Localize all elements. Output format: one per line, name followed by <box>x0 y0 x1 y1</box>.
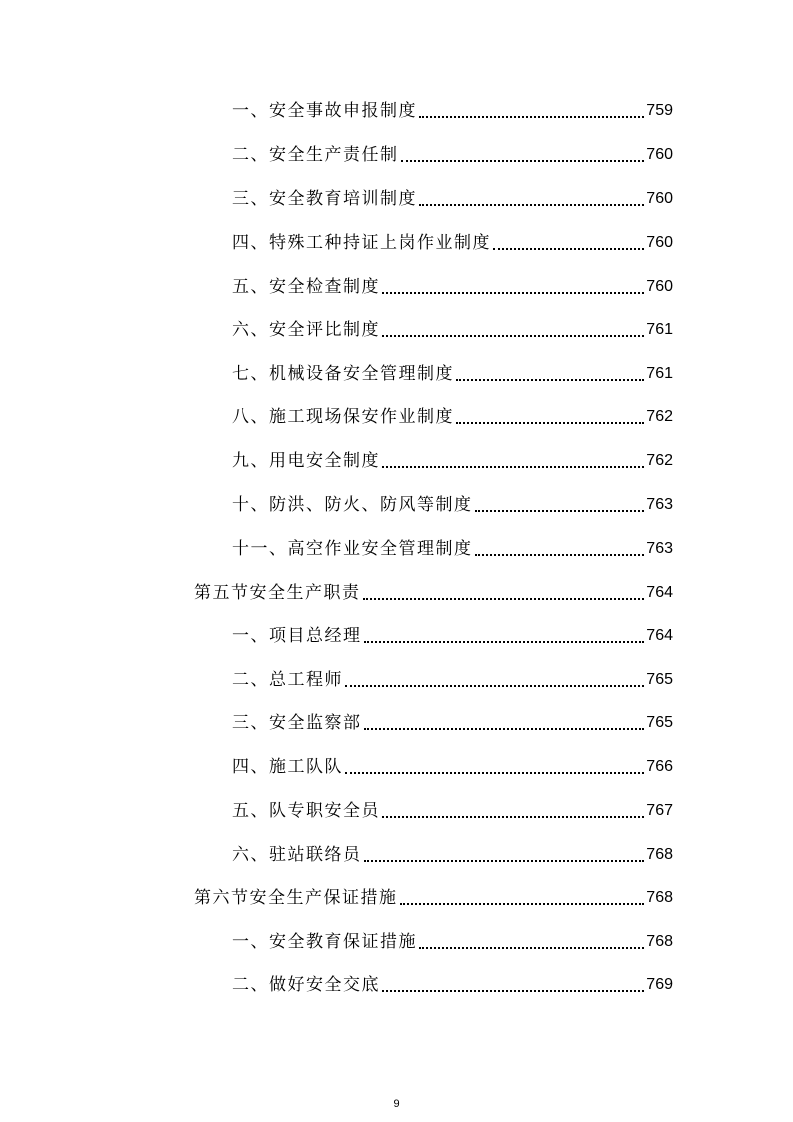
toc-entry-page: 760 <box>646 234 673 251</box>
toc-entry-page: 768 <box>646 933 673 950</box>
toc-entry[interactable] <box>232 400 673 428</box>
toc-entry[interactable] <box>232 138 673 166</box>
toc-section-entry[interactable] <box>194 881 673 909</box>
toc-dot-leader <box>364 720 645 730</box>
page-number: 9 <box>393 1098 400 1110</box>
toc-dot-leader <box>364 852 645 862</box>
toc-entry-page: 760 <box>646 190 673 207</box>
toc-entry[interactable] <box>232 706 673 734</box>
toc-entry-title: 八、施工现场保安作业制度 <box>232 407 454 427</box>
toc-dot-leader <box>400 895 645 905</box>
toc-entry-page: 762 <box>646 408 673 425</box>
toc-entry[interactable] <box>232 226 673 254</box>
toc-section-entry[interactable] <box>194 576 673 604</box>
toc-entry-title: 四、特殊工种持证上岗作业制度 <box>232 233 491 253</box>
toc-dot-leader <box>382 327 644 337</box>
toc-entry-title: 一、安全教育保证措施 <box>232 932 417 952</box>
toc-entry-page: 763 <box>646 540 673 557</box>
toc-entry-page: 768 <box>646 846 673 863</box>
toc-entry-title: 二、总工程师 <box>232 670 343 690</box>
toc-entry[interactable] <box>232 444 673 472</box>
toc-entry[interactable] <box>232 838 673 866</box>
toc-entry-title: 四、施工队队 <box>232 757 343 777</box>
toc-entry-page: 764 <box>646 627 673 644</box>
toc-entry-page: 761 <box>646 365 673 382</box>
toc-dot-leader <box>382 284 644 294</box>
toc-entry-page: 759 <box>646 102 673 119</box>
toc-entry-page: 764 <box>646 584 673 601</box>
toc-dot-leader <box>363 590 645 600</box>
toc-entry[interactable] <box>232 313 673 341</box>
toc-dot-leader <box>475 546 645 556</box>
toc-entry-page: 765 <box>646 714 673 731</box>
toc-dot-leader <box>345 677 644 687</box>
toc-dot-leader <box>382 458 644 468</box>
toc-dot-leader <box>382 808 644 818</box>
toc-entry-page: 766 <box>646 758 673 775</box>
toc-entry-page: 763 <box>646 496 673 513</box>
toc-entry-title: 一、安全事故申报制度 <box>232 101 417 121</box>
toc-entry[interactable] <box>232 488 673 516</box>
toc-dot-leader <box>475 502 645 512</box>
toc-entry-title: 七、机械设备安全管理制度 <box>232 364 454 384</box>
toc-entry-title: 一、项目总经理 <box>232 626 362 646</box>
toc-entry-title: 六、安全评比制度 <box>232 320 380 340</box>
toc-dot-leader <box>345 764 644 774</box>
toc-dot-leader <box>364 633 645 643</box>
toc-entry-title: 三、安全监察部 <box>232 713 362 733</box>
toc-dot-leader <box>419 939 644 949</box>
toc-entry-title: 五、队专职安全员 <box>232 801 380 821</box>
toc-entry-page: 760 <box>646 278 673 295</box>
toc-entry[interactable] <box>232 794 673 822</box>
toc-dot-leader <box>419 108 644 118</box>
toc-entry-title: 二、做好安全交底 <box>232 975 380 995</box>
toc-entry-page: 761 <box>646 321 673 338</box>
toc-dot-leader <box>456 414 644 424</box>
toc-entry-page: 769 <box>646 976 673 993</box>
toc-dot-leader <box>382 982 644 992</box>
toc-entry-title: 第六节安全生产保证措施 <box>194 888 398 908</box>
toc-entry-title: 三、安全教育培训制度 <box>232 189 417 209</box>
toc-entry-title: 二、安全生产责任制 <box>232 145 399 165</box>
toc-entry[interactable] <box>232 357 673 385</box>
toc-entry[interactable] <box>232 532 673 560</box>
toc-dot-leader <box>456 371 644 381</box>
toc-entry[interactable] <box>232 925 673 953</box>
toc-entry[interactable] <box>232 750 673 778</box>
toc-entry[interactable] <box>232 94 673 122</box>
toc-entry-title: 五、安全检查制度 <box>232 277 380 297</box>
toc-entry-page: 768 <box>646 889 673 906</box>
toc-entry[interactable] <box>232 968 673 996</box>
toc-entry-title: 六、驻站联络员 <box>232 845 362 865</box>
toc-entry-page: 760 <box>646 146 673 163</box>
toc-entry[interactable] <box>232 619 673 647</box>
toc-entry-page: 762 <box>646 452 673 469</box>
toc-dot-leader <box>401 152 645 162</box>
toc-dot-leader <box>493 240 644 250</box>
toc-entry-title: 十一、高空作业安全管理制度 <box>232 539 473 559</box>
toc-dot-leader <box>419 196 644 206</box>
toc-entry-title: 十、防洪、防火、防风等制度 <box>232 495 473 515</box>
toc-entry[interactable] <box>232 182 673 210</box>
toc-entry[interactable] <box>232 663 673 691</box>
toc-entry-title: 九、用电安全制度 <box>232 451 380 471</box>
toc-entry-title: 第五节安全生产职责 <box>194 583 361 603</box>
toc-entry[interactable] <box>232 270 673 298</box>
toc-entry-page: 767 <box>646 802 673 819</box>
toc-entry-page: 765 <box>646 671 673 688</box>
